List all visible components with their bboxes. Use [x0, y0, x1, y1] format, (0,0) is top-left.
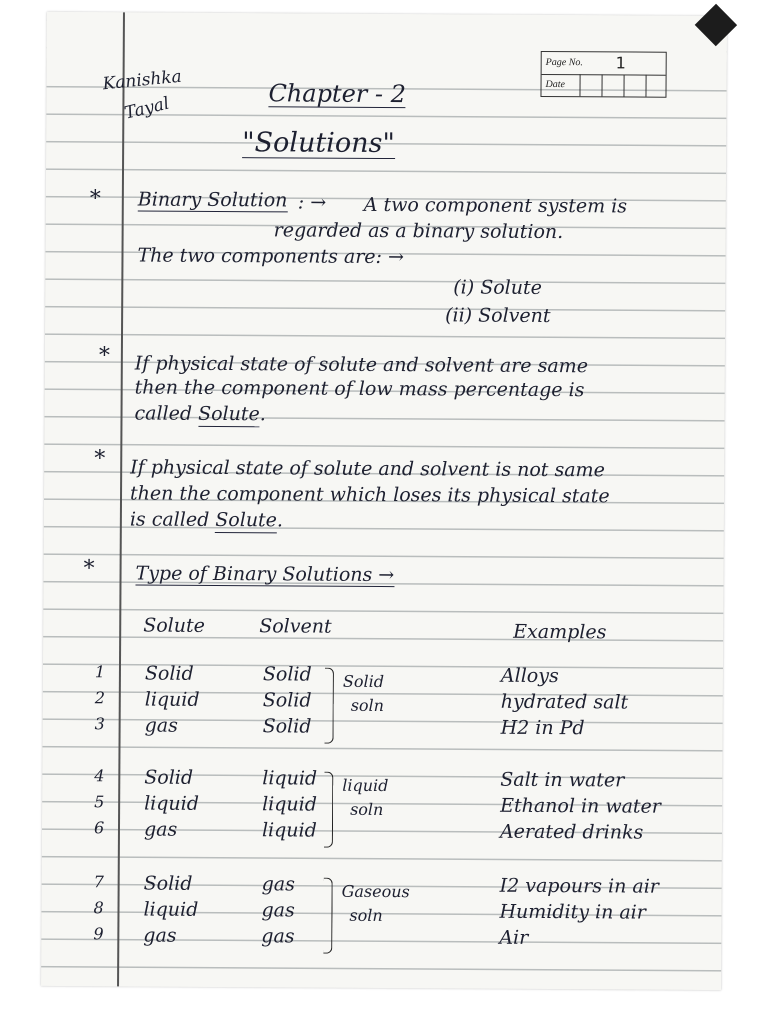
date-cell-divider [579, 74, 580, 96]
solute-cell: gas [144, 714, 178, 737]
example-cell: hydrated salt [500, 690, 629, 714]
row-number: 4 [94, 766, 105, 786]
row-number: 8 [93, 898, 104, 918]
example-cell: Alloys [500, 664, 559, 688]
solvent-cell: liquid [262, 767, 318, 790]
point-1-solute: Solute [198, 402, 260, 426]
col-header-examples: Examples [513, 620, 607, 644]
group-label-state: Gaseous [341, 881, 410, 902]
margin-line [117, 12, 125, 986]
row-number: 2 [94, 688, 106, 708]
point-1-text: called [134, 402, 199, 425]
example-cell: I2 vapours in air [499, 874, 659, 898]
group-bracket [324, 772, 333, 848]
date-cell-divider [601, 74, 602, 96]
solvent-cell: liquid [262, 793, 318, 816]
page-no-row [542, 52, 666, 76]
bullet-types: * [83, 556, 95, 582]
binary-line-1: A two component system is [363, 193, 628, 218]
group-label-soln: soln [349, 905, 383, 925]
binary-heading: Binary Solution [137, 188, 288, 212]
binary-line-2: regarded as a binary solution. [273, 219, 564, 244]
date-row [541, 74, 665, 97]
row-number: 7 [93, 872, 104, 892]
example-cell: Aerated drinks [499, 820, 644, 844]
solute-cell: Solid [144, 766, 194, 789]
page-title: "Solutions" [242, 127, 395, 160]
bullet-point-1: * [98, 343, 110, 369]
point-2-line-2: then the component which loses its physical state [129, 482, 610, 508]
group-label-state: Solid [342, 671, 385, 692]
example-cell: Ethanol in water [500, 794, 661, 818]
solute-cell: Solid [144, 662, 194, 685]
page-no-label: Page No. [545, 56, 583, 69]
row-number: 3 [94, 714, 105, 734]
solvent-cell: gas [261, 899, 295, 922]
point-2-line-3 [130, 510, 283, 530]
solvent-cell: gas [261, 925, 295, 948]
row-number: 1 [94, 662, 106, 682]
bullet-point-2: * [94, 446, 106, 472]
point-1-line-3 [134, 404, 265, 424]
binary-sep: : → [297, 191, 327, 214]
solute-cell: liquid [143, 898, 199, 921]
solvent-cell: liquid [261, 819, 317, 842]
date-cell-divider [623, 74, 624, 96]
bullet-binary: * [89, 186, 101, 212]
author-first-name: Kanishka [101, 66, 183, 95]
page-no-value: 1 [615, 53, 626, 73]
solute-cell: gas [143, 924, 177, 947]
point-2-line-1: If physical state of solute and solvent is not same [130, 456, 605, 482]
binary-item-solute: (i) Solute [453, 276, 542, 299]
binary-line-3: The two components are: → [137, 244, 404, 269]
solvent-cell: Solid [262, 663, 312, 686]
group-label-soln: soln [350, 799, 384, 820]
point-2-period: . [276, 509, 284, 532]
example-cell: Humidity in air [499, 900, 646, 924]
point-1-period: . [259, 403, 266, 426]
binary-item-solvent: (ii) Solvent [445, 304, 551, 328]
chapter-heading: Chapter - 2 [268, 79, 407, 109]
date-cell-divider [645, 75, 646, 97]
col-header-solvent: Solvent [259, 615, 332, 638]
point-2-solute: Solute [215, 508, 278, 532]
solute-cell: Solid [143, 872, 193, 895]
solvent-cell: Solid [262, 715, 312, 738]
solvent-cell: gas [261, 873, 295, 896]
page-date-box [540, 51, 666, 98]
date-label: Date [545, 78, 566, 91]
row-number: 5 [94, 792, 105, 812]
group-bracket [325, 668, 334, 744]
example-cell: Air [499, 926, 529, 949]
point-1-line-1: If physical state of solute and solvent are same [134, 352, 589, 378]
group-bracket [323, 878, 332, 954]
example-cell: Salt in water [500, 768, 625, 792]
row-number: 9 [93, 924, 104, 944]
group-label-state: liquid [342, 775, 389, 796]
notebook-page [41, 12, 727, 990]
solvent-cell: Solid [262, 689, 312, 712]
point-1-line-2: then the component of low mass percentage is [134, 376, 585, 402]
group-label-soln: soln [350, 695, 385, 716]
types-heading: Type of Binary Solutions → [135, 562, 395, 587]
solute-cell: liquid [144, 688, 200, 711]
row-number: 6 [93, 818, 105, 838]
author-last-name: Tayal [122, 93, 172, 124]
example-cell: H2 in Pd [500, 716, 585, 740]
solute-cell: liquid [144, 792, 200, 815]
point-2-text: is called [129, 508, 216, 531]
solute-cell: gas [143, 818, 178, 841]
col-header-solute: Solute [143, 614, 205, 637]
